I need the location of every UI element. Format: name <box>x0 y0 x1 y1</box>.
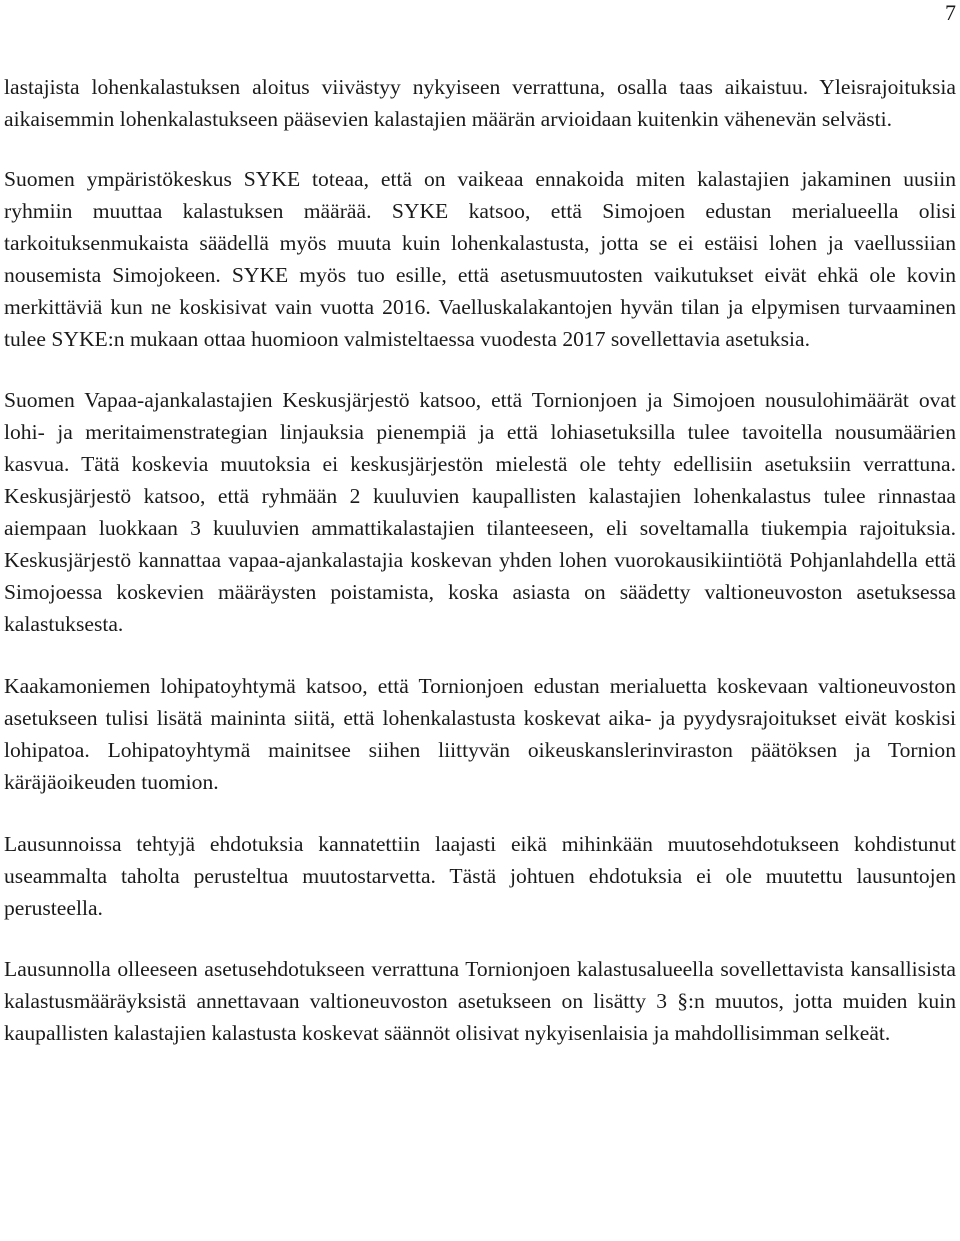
paragraph: Suomen ympäristökeskus SYKE toteaa, että on vaikeaa ennakoida miten kalastajien jakaminen uusiin ryhmiin muuttaa kalastuksen määrää. SYKE katsoo, että Simojoen edustan merialueella olisi tarkoituksenmukaista säädellä myös muuta kuin lohenkalastusta, jotta se ei estäisi lohen ja vaellussiian nousemista Simojokeen. SYKE myös tuo esille, että asetusmuutosten vaikutukset eivät ehkä ole kovin merkittäviä kun ne koskisivat vain vuotta 2016. Vaelluskalakantojen hyvän tilan ja elpymisen turvaaminen tulee SYKE:n mukaan ottaa huomioon valmisteltaessa vuodesta 2017 sovellettavia asetuksia. <box>4 167 956 351</box>
paragraph: Lausunnoissa tehtyjä ehdotuksia kannatettiin laajasti eikä mihinkään muutosehdotukseen kohdistunut useammalta taholta perusteltua muutostarvetta. Tästä johtuen ehdotuksia ei ole muutettu lausuntojen perusteella. <box>4 832 956 920</box>
paragraph: Lausunnolla olleeseen asetusehdotukseen verrattuna Tornionjoen kalastusalueella sovellettavista kansallisista kalastusmääräyksistä annettavaan valtioneuvoston asetukseen on lisätty 3 §:n muutos, jotta muiden kuin kaupallisten kalastajien kalastusta koskevat säännöt olisivat nykyisenlaisia ja mahdollisimman selkeät. <box>4 957 956 1045</box>
paragraph: Suomen Vapaa-ajankalastajien Keskusjärjestö katsoo, että Tornionjoen ja Simojoen nousulohimäärät ovat lohi- ja meritaimenstrategian linjauksia pienempiä ja että lohiasetuksilla tulee tavoitella nousumäärien kasvua. Tätä koskevia muutoksia ei keskusjärjestön mielestä ole tehty edellisiin asetuksiin verrattuna. Keskusjärjestö katsoo, että ryhmään 2 kuuluvien kaupallisten kalastajien lohenkalastus tulee rinnastaa aiempaan luokkaan 3 kuuluvien ammattikalastajien tilanteeseen, eli soveltamalla tiukempia rajoituksia. Keskusjärjestö kannattaa vapaa-ajankalastajia koskevan yhden lohen vuorokausikiintiötä Pohjanlahdella että Simojoessa koskevien määräysten poistamista, koska asiasta on säädetty valtioneuvoston asetuksessa kalastuksesta. <box>4 388 956 636</box>
paragraph: lastajista lohenkalastuksen aloitus viivästyy nykyiseen verrattuna, osalla taas aikaistuu. Yleisrajoituksia aikaisemmin lohenkalastukseen pääsevien kalastajien määrän arvioidaan kuitenkin vähenevän selvästi. <box>4 75 956 131</box>
body-text <box>4 71 956 1049</box>
page-number: 7 <box>945 0 956 25</box>
paragraph: Kaakamoniemen lohipatoyhtymä katsoo, että Tornionjoen edustan merialuetta koskevaan valtioneuvoston asetukseen tulisi lisätä maininta siitä, että lohenkalastusta koskevat aika- ja pyydysrajoitukset eivät koskisi lohipatoa. Lohipatoyhtymä mainitsee siihen liittyvän oikeuskanslerinviraston päätöksen ja Tornion käräjäoikeuden tuomion. <box>4 674 956 794</box>
